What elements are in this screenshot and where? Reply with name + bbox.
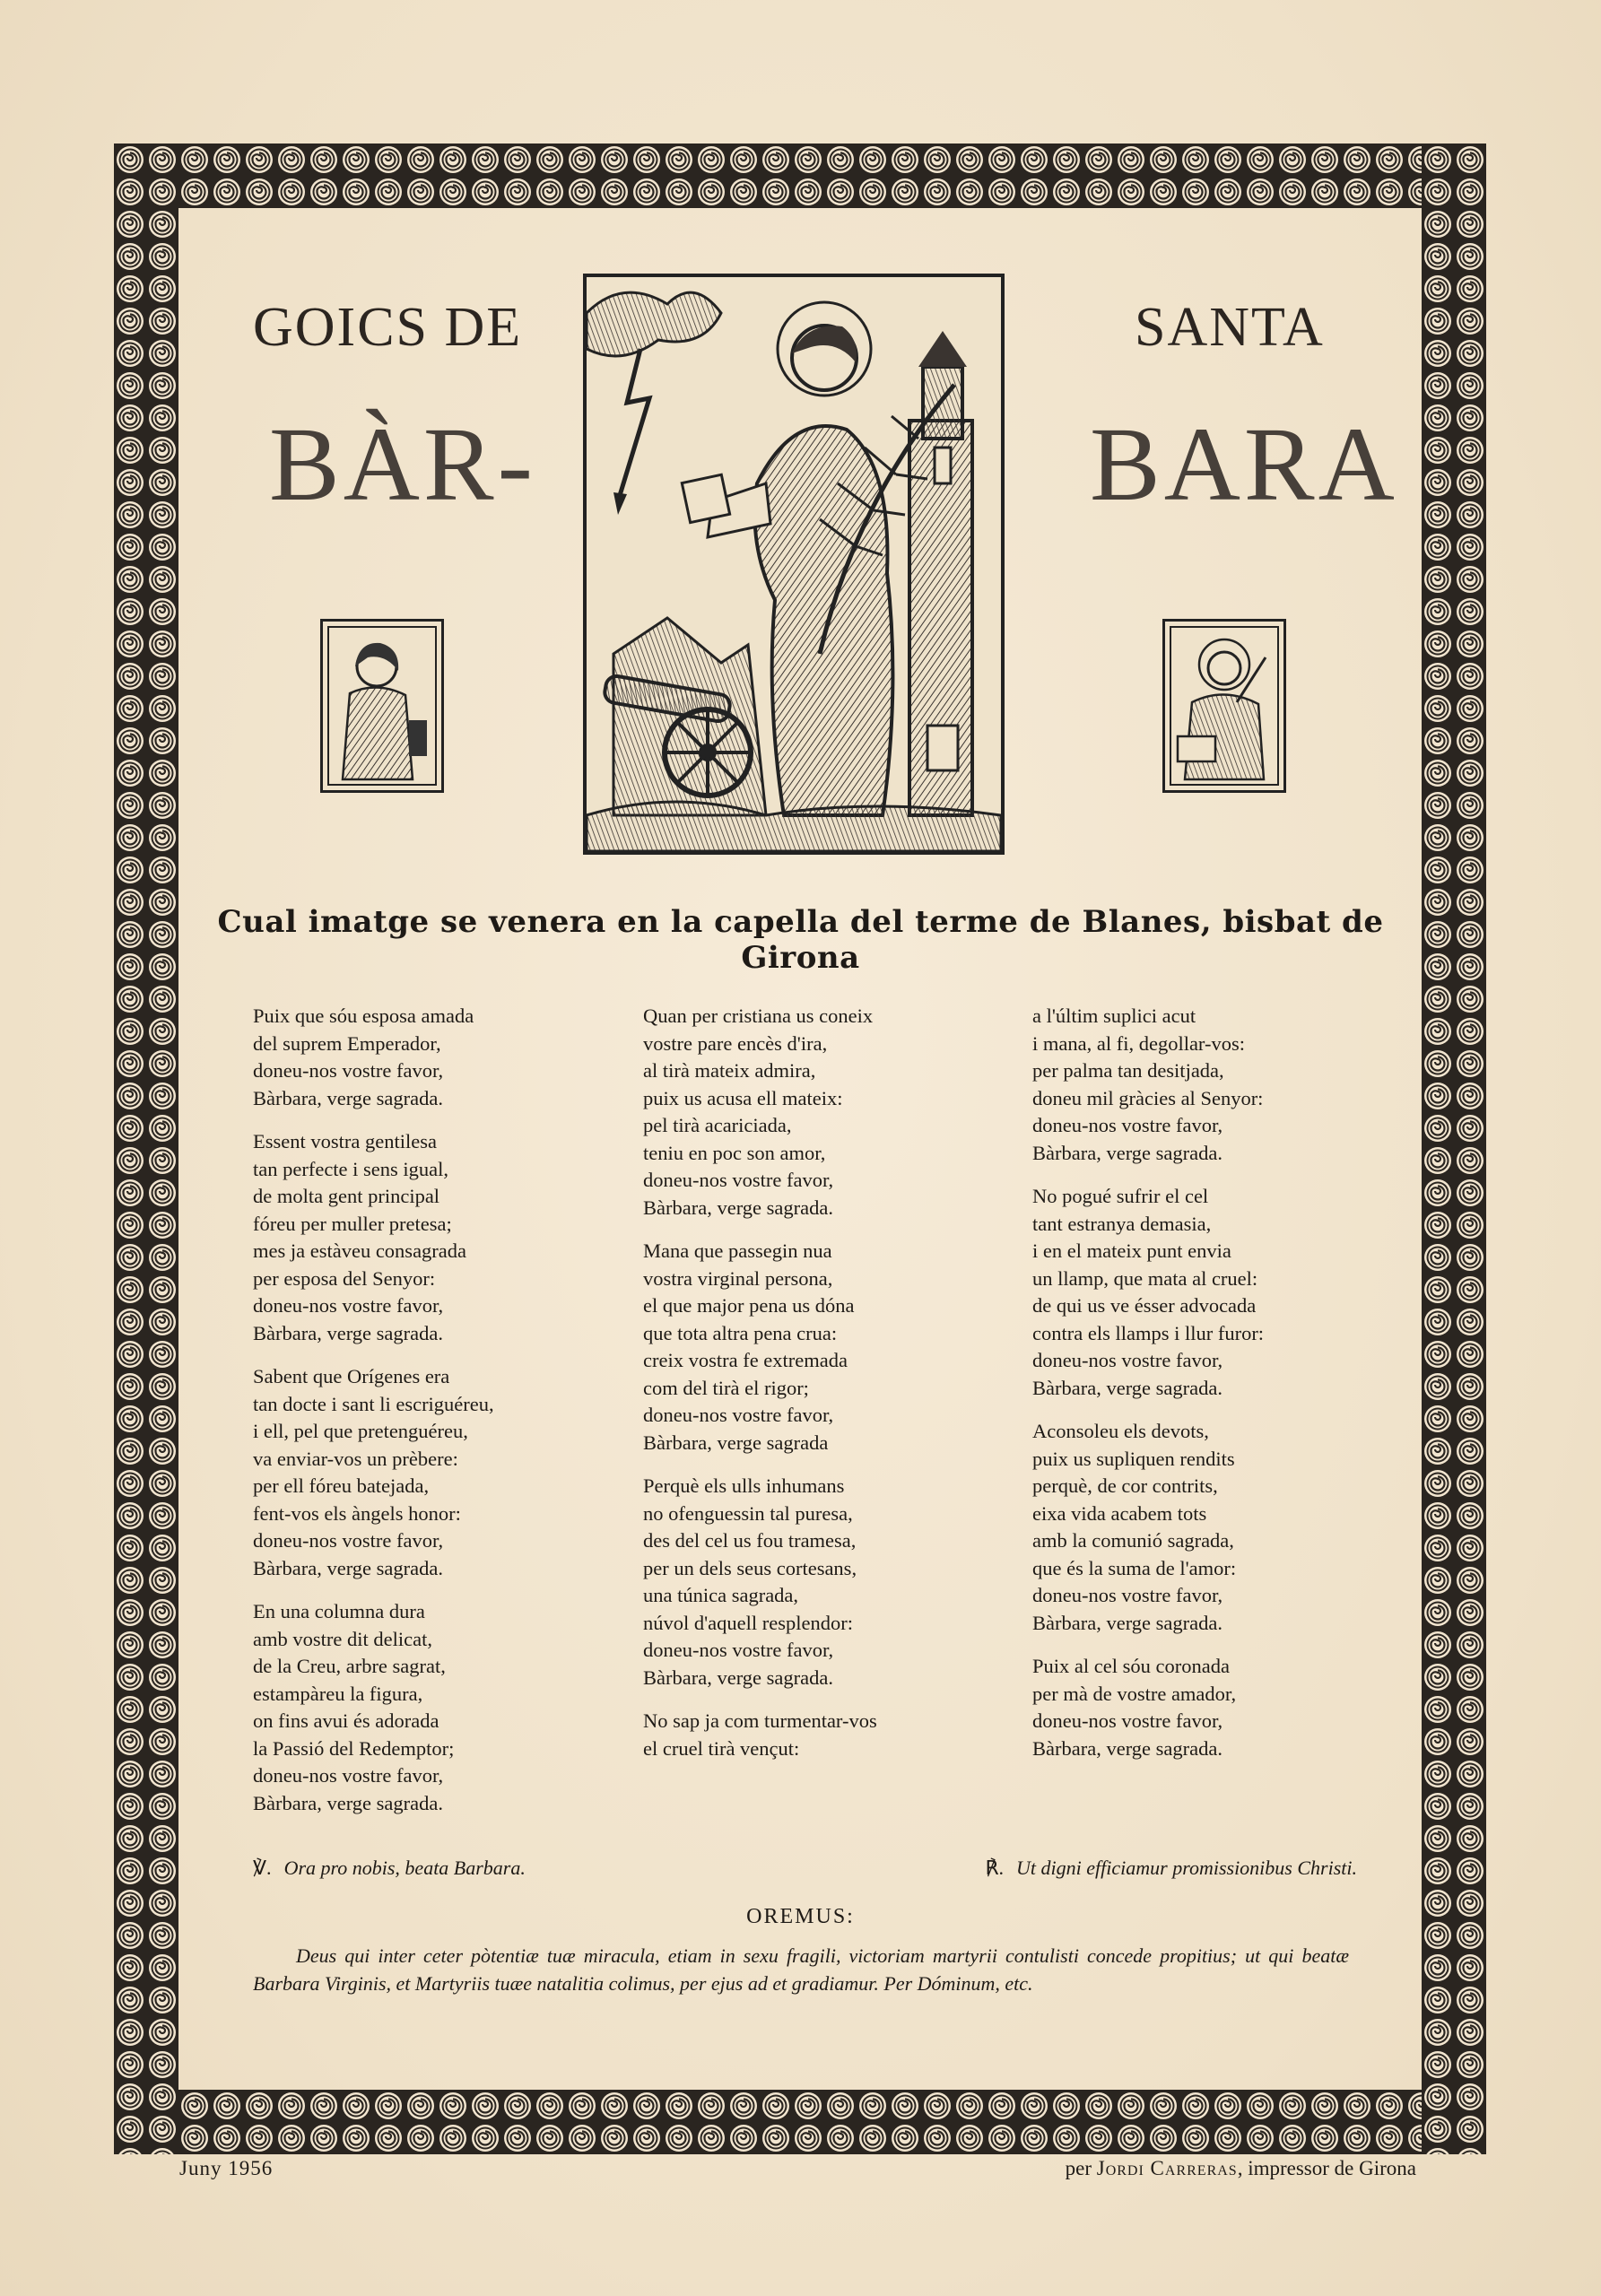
verse-line: puix us acusa ell mateix: (643, 1086, 843, 1109)
verse-line: No sap ja com turmentar-vos (643, 1709, 877, 1732)
verse-line: per esposa del Senyor: (253, 1266, 436, 1290)
verse-line: i en el mateix punt envia (1032, 1239, 1231, 1262)
verse-line: doneu-nos vostre favor, (253, 1294, 444, 1317)
verse-line: Puix que sóu esposa amada (253, 1004, 474, 1027)
verse-line: la Passió del Redemptor; (253, 1736, 455, 1760)
ornamental-border-left (114, 144, 178, 2154)
response (985, 1857, 1357, 1880)
footer-printer (1066, 2157, 1416, 2180)
printer-name: Jordi Carreras (1096, 2157, 1238, 2179)
verse-line: pel tirà acariciada, (643, 1114, 792, 1136)
verse-line: com del tirà el rigor; (643, 1376, 809, 1399)
verse-line: En una columna dura (253, 1600, 425, 1622)
verse-line: doneu-nos vostre favor, (253, 1529, 444, 1552)
verse-line: Bàrbara, verge sagrada. (253, 1791, 443, 1814)
ornamental-border-bottom (114, 2090, 1486, 2154)
verse-line: que tota altra pena crua: (643, 1321, 838, 1344)
verse-line: Quan per cristiana us coneix (643, 1004, 874, 1027)
saint-writing-woodcut-right (1162, 619, 1286, 793)
verse-line: Perquè els ulls inhumans (643, 1474, 845, 1497)
verse-line: Mana que passegin nua (643, 1239, 832, 1262)
subtitle-dedication: Cual imatge se venera en la capella del terme de Blanes, bisbat de Girona (217, 904, 1384, 976)
title-barbara-part2: BARA (1090, 405, 1398, 523)
versicle-symbol: ℣. (253, 1857, 272, 1879)
verse-line: doneu-nos vostre favor, (643, 1404, 834, 1426)
verse-line: no ofenguessin tal puresa, (643, 1501, 853, 1525)
verse-line: una túnica sagrada, (643, 1584, 799, 1606)
title-santa: SANTA (1135, 297, 1325, 358)
verse-line: un llamp, que mata al cruel: (1032, 1266, 1258, 1290)
verse-line: perquè, de cor contrits, (1032, 1474, 1218, 1497)
verse-line: fent-vos els àngels honor: (253, 1501, 461, 1525)
verse-line: doneu-nos vostre favor, (253, 1059, 444, 1082)
saint-barbara-woodcut (583, 274, 1005, 855)
verse-line: al tirà mateix admira, (643, 1059, 816, 1082)
verse-line: tan docte i sant li escriguéreu, (253, 1392, 494, 1415)
verse-line: de qui us ve ésser advocada (1032, 1294, 1257, 1317)
verse-line: va enviar-vos un prèbere: (253, 1447, 458, 1470)
verse-column-1 (253, 1003, 603, 1833)
verse-line: Bàrbara, verge sagrada. (253, 1086, 443, 1109)
verse-line: doneu-nos vostre favor, (1032, 1349, 1223, 1371)
verse-line: que és la suma de l'amor: (1032, 1556, 1237, 1579)
verse-line: doneu mil gràcies al Senyor: (1032, 1086, 1264, 1109)
stanza (253, 1363, 603, 1582)
verse-line: Bàrbara, verge sagrada (643, 1431, 829, 1454)
oremus-heading: OREMUS: (746, 1905, 855, 1928)
verse-line: tant estranya demasia, (1032, 1212, 1212, 1235)
response-symbol: ℟. (985, 1857, 1005, 1879)
verse-line: Bàrbara, verge sagrada. (253, 1556, 443, 1579)
verse-line: vostra virginal persona, (643, 1266, 833, 1290)
verse-line: doneu-nos vostre favor, (643, 1169, 834, 1191)
stanza (1032, 1653, 1391, 1762)
verse-line: Bàrbara, verge sagrada. (643, 1665, 833, 1689)
response-text: Ut digni efficiamur promissionibus Christi. (1016, 1857, 1357, 1879)
verse-line: de molta gent principal (253, 1185, 440, 1207)
saint-portrait-woodcut-left (320, 619, 444, 793)
verse-line: de la Creu, arbre sagrat, (253, 1655, 446, 1677)
verse-line: amb la comunió sagrada, (1032, 1529, 1234, 1552)
verse-line: Essent vostra gentilesa (253, 1130, 437, 1152)
verse-line: i mana, al fi, degollar-vos: (1032, 1031, 1245, 1055)
versicle (253, 1857, 526, 1880)
verse-line: des del cel us fou tramesa, (643, 1529, 857, 1552)
verse-line: i ell, pel que pretenguéreu, (253, 1420, 468, 1442)
verse-line: teniu en poc son amor, (643, 1141, 826, 1164)
verse-line: on fins avui és adorada (253, 1709, 439, 1732)
verse-line: doneu-nos vostre favor, (643, 1639, 834, 1661)
verse-line: el cruel tirà vençut: (643, 1736, 800, 1760)
verse-line: eixa vida acabem tots (1032, 1501, 1207, 1525)
verse-line: doneu-nos vostre favor, (1032, 1709, 1223, 1732)
versicle-text: Ora pro nobis, beata Barbara. (283, 1857, 526, 1879)
verse-column-2 (643, 1003, 993, 1779)
verse-line: No pogué sufrir el cel (1032, 1185, 1209, 1207)
verse-line: creix vostra fe extremada (643, 1349, 848, 1371)
verse-line: Bàrbara, verge sagrada. (1032, 1141, 1223, 1164)
verse-line: amb vostre dit delicat, (253, 1627, 432, 1650)
verse-line: doneu-nos vostre favor, (1032, 1584, 1223, 1606)
title-goics-de: GOICS DE (253, 297, 523, 358)
stanza (1032, 1183, 1391, 1402)
oremus-prayer: Deus qui inter ceter pòtentiæ tuæ miracula, etiam in sexu fragili, victoriam martyrii contulisti concede propitius; ut qui beatæ Barbara Virginis, et Martyriis tuæe natalitia colimus, per ejus ad et gradiamur. Per Dóminum, etc. (253, 1944, 1349, 1995)
verse-line: fóreu per muller pretesa; (253, 1212, 452, 1235)
verse-line: puix us supliquen rendits (1032, 1447, 1235, 1470)
stanza (643, 1238, 993, 1457)
title-barbara-part1: BÀR- (269, 405, 536, 523)
verse-line: contra els llamps i llur furor: (1032, 1321, 1265, 1344)
printer-suffix: , impressor de Girona (1237, 2157, 1416, 2179)
ornamental-border-top (114, 144, 1486, 208)
verse-line: per palma tan desitjada, (1032, 1059, 1224, 1082)
stanza (643, 1473, 993, 1692)
stanza (253, 1003, 603, 1112)
stanza (1032, 1418, 1391, 1637)
footer-date: Juny 1956 (179, 2157, 274, 2179)
verse-line: Bàrbara, verge sagrada. (253, 1321, 443, 1344)
stanza (643, 1003, 993, 1222)
verse-line: Aconsoleu els devots, (1032, 1420, 1209, 1442)
verse-line: núvol d'aquell resplendor: (643, 1611, 853, 1634)
stanza (643, 1708, 993, 1762)
stanza (1032, 1003, 1391, 1167)
verse-line: Bàrbara, verge sagrada. (643, 1196, 833, 1219)
verse-line: mes ja estàveu consagrada (253, 1239, 467, 1262)
ornamental-border-right (1422, 144, 1486, 2154)
verse-line: del suprem Emperador, (253, 1031, 441, 1055)
verse-line: per mà de vostre amador, (1032, 1682, 1237, 1705)
stanza (253, 1598, 603, 1817)
verse-line: Bàrbara, verge sagrada. (1032, 1376, 1223, 1399)
verse-line: tan perfecte i sens igual, (253, 1157, 449, 1180)
verse-line: Bàrbara, verge sagrada. (1032, 1736, 1223, 1760)
printer-prefix: per (1065, 2157, 1092, 2179)
verse-line: Sabent que Orígenes era (253, 1365, 450, 1387)
stanza (253, 1128, 603, 1347)
verse-line: doneu-nos vostre favor, (1032, 1114, 1223, 1136)
verse-line: Bàrbara, verge sagrada. (1032, 1611, 1223, 1634)
verse-line: estampàreu la figura, (253, 1682, 423, 1705)
verse-column-3 (1032, 1003, 1391, 1779)
verse-line: per ell fóreu batejada, (253, 1474, 430, 1497)
verse-line: Puix al cel sóu coronada (1032, 1655, 1230, 1677)
verse-line: a l'últim suplici acut (1032, 1004, 1196, 1027)
verse-line: doneu-nos vostre favor, (253, 1764, 444, 1787)
verse-line: vostre pare encès d'ira, (643, 1031, 828, 1055)
verse-line: per un dels seus cortesans, (643, 1556, 857, 1579)
verse-line: el que major pena us dóna (643, 1294, 855, 1317)
